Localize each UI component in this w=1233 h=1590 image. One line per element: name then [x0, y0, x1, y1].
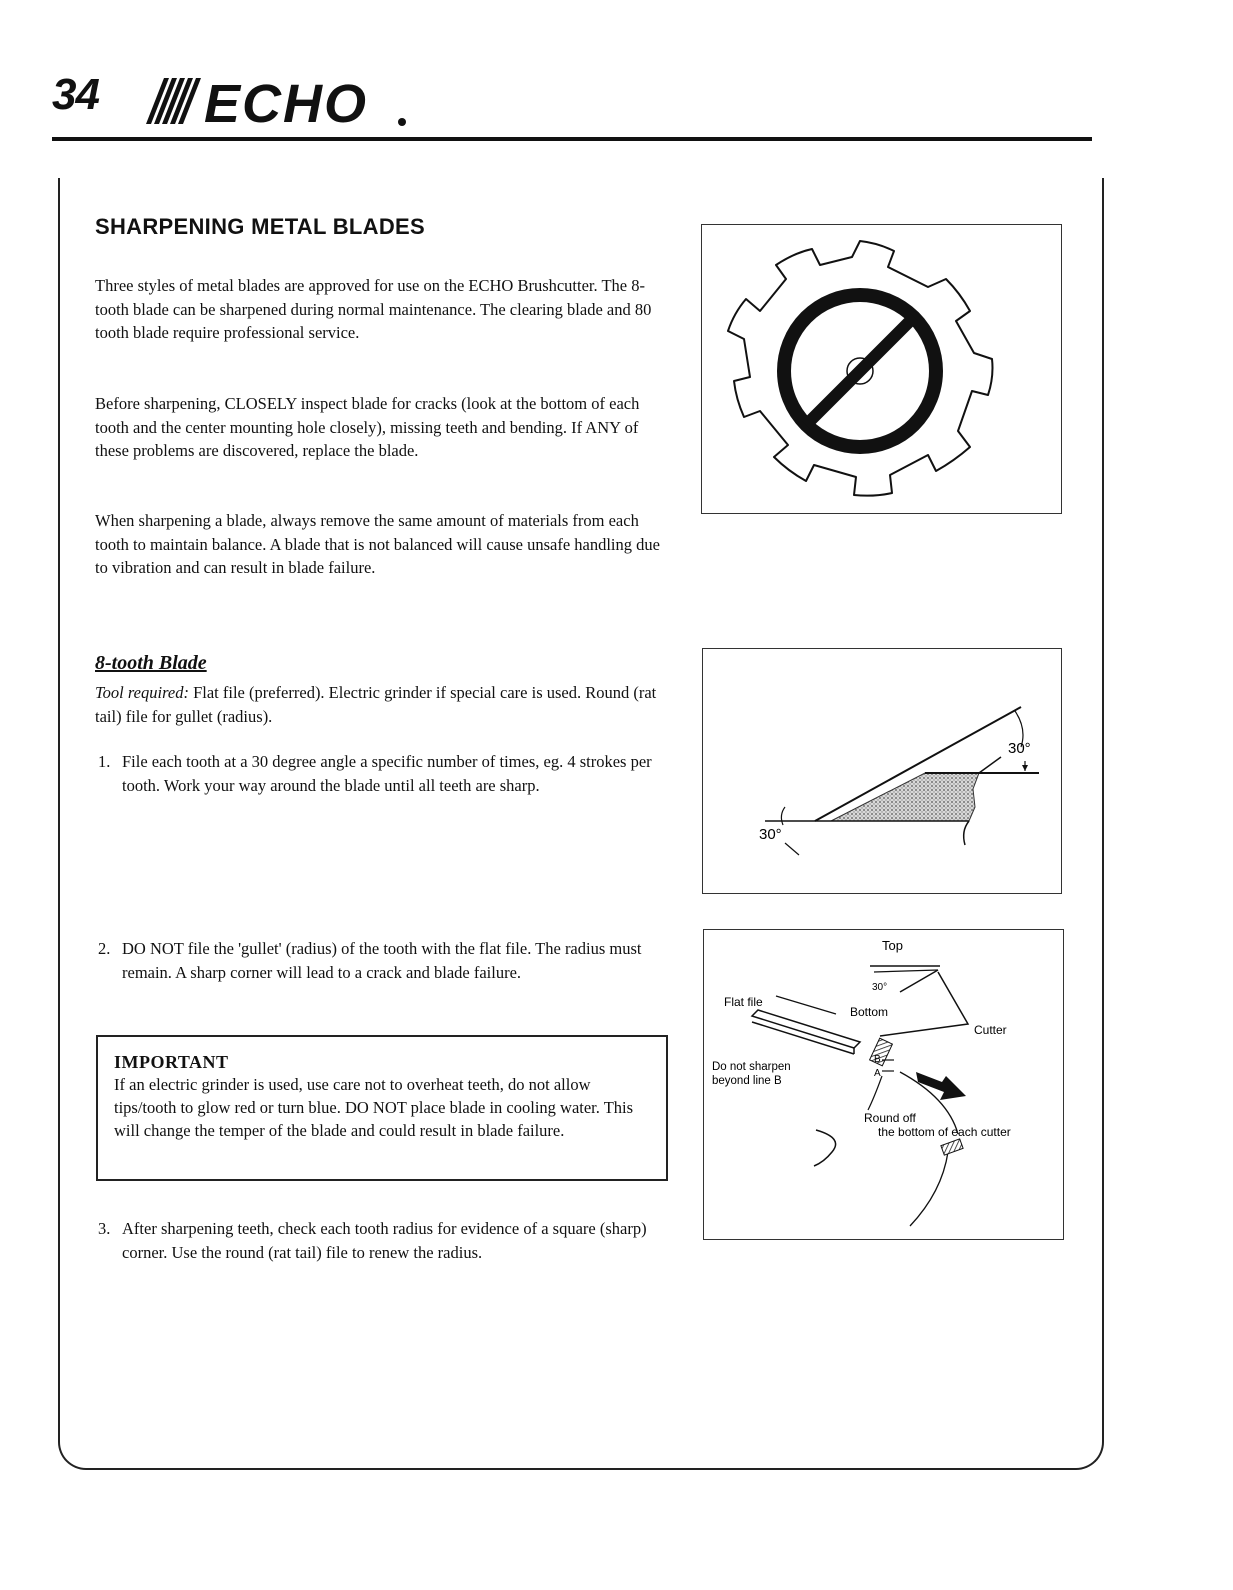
step-number: 1. [98, 752, 111, 771]
prohibited-icon [784, 295, 936, 447]
direction-arrow-icon [916, 1072, 966, 1100]
step-1 [98, 750, 663, 797]
section-title: SHARPENING METAL BLADES [95, 214, 425, 239]
label-do-not-sharpen-1: Do not sharpen [712, 1061, 791, 1073]
step-text: After sharpening teeth, check each tooth radius for evidence of a square (sharp) corner. Use the round (rat tail) file to renew the radius. [122, 1219, 647, 1262]
header-rule [52, 137, 1092, 141]
label-b: B [874, 1054, 881, 1065]
label-a: A [874, 1068, 881, 1079]
cutter-tooth-icon [870, 1038, 893, 1066]
paragraph-intro: Three styles of metal blades are approved for use on the ECHO Brushcutter. The 8-tooth blade can be sharpened during normal maintenance. The clearing blade and 80 tooth blade require professional service. [95, 276, 652, 342]
angle-label-bottom: 30° [759, 826, 782, 843]
echo-logo-text: ECHO [204, 74, 369, 130]
lower-tooth-icon [941, 1139, 963, 1155]
label-bottom: Bottom [850, 1005, 889, 1019]
important-box [96, 1035, 668, 1181]
page-header [52, 62, 1092, 132]
important-title: IMPORTANT [114, 1052, 229, 1072]
tool-required [95, 681, 675, 728]
angle-label-top: 30° [1008, 740, 1031, 757]
step-text: DO NOT file the 'gullet' (radius) of the tooth with the flat file. The radius must remain. A sharp corner will lead to a crack and blade failure. [122, 939, 642, 982]
file-angle-illustration [703, 649, 1060, 892]
label-do-not-sharpen-2: beyond line B [712, 1075, 782, 1087]
flat-file-icon [752, 1010, 860, 1054]
blade-prohibited-illustration [702, 225, 1060, 512]
paragraph-inspect: Before sharpening, CLOSELY inspect blade for cracks (look at the bottom of each tooth and the center mounting hole closely), missing teeth and bending. If ANY of these problems are discovered, replace the blade. [95, 394, 640, 460]
label-cutter: Cutter [974, 1023, 1007, 1037]
step-2 [98, 937, 663, 984]
tool-label: Tool required: [95, 683, 189, 702]
paragraph-balance: When sharpening a blade, always remove the same amount of materials from each tooth to maintain balance. A blade that is not balanced will cause unsafe handling due to vibration and can result in blade failure. [95, 511, 660, 577]
label-round-off-2: the bottom of each cutter [878, 1125, 1011, 1139]
tool-text: Flat file (preferred). Electric grinder if special care is used. Round (rat tail) file for gullet (radius). [95, 683, 657, 726]
eight-tooth-heading: 8-tooth Blade [95, 652, 207, 674]
step-3 [98, 1217, 663, 1264]
important-text: If an electric grinder is used, use care not to overheat teeth, do not allow tips/tooth to glow red or turn blue. DO NOT place blade in cooling water. This will change the temper of the blade and could result in blade failure. [114, 1075, 634, 1140]
step-number: 3. [98, 1219, 111, 1238]
label-flat-file: Flat file [724, 995, 763, 1009]
figure-file-angle [702, 648, 1062, 894]
gullet-illustration [704, 930, 1062, 1238]
echo-logo [138, 68, 468, 130]
label-round-off-1: Round off [864, 1111, 916, 1125]
page-number: 34 [52, 70, 99, 119]
figure-gullet [703, 929, 1064, 1240]
step-number: 2. [98, 939, 111, 958]
label-30: 30° [872, 982, 888, 993]
figure-blade-prohibited [701, 224, 1062, 514]
label-top: Top [882, 938, 903, 953]
step-text: File each tooth at a 30 degree angle a specific number of times, eg. 4 strokes per tooth. Work your way around the blade until all teeth are sharp. [122, 752, 652, 795]
